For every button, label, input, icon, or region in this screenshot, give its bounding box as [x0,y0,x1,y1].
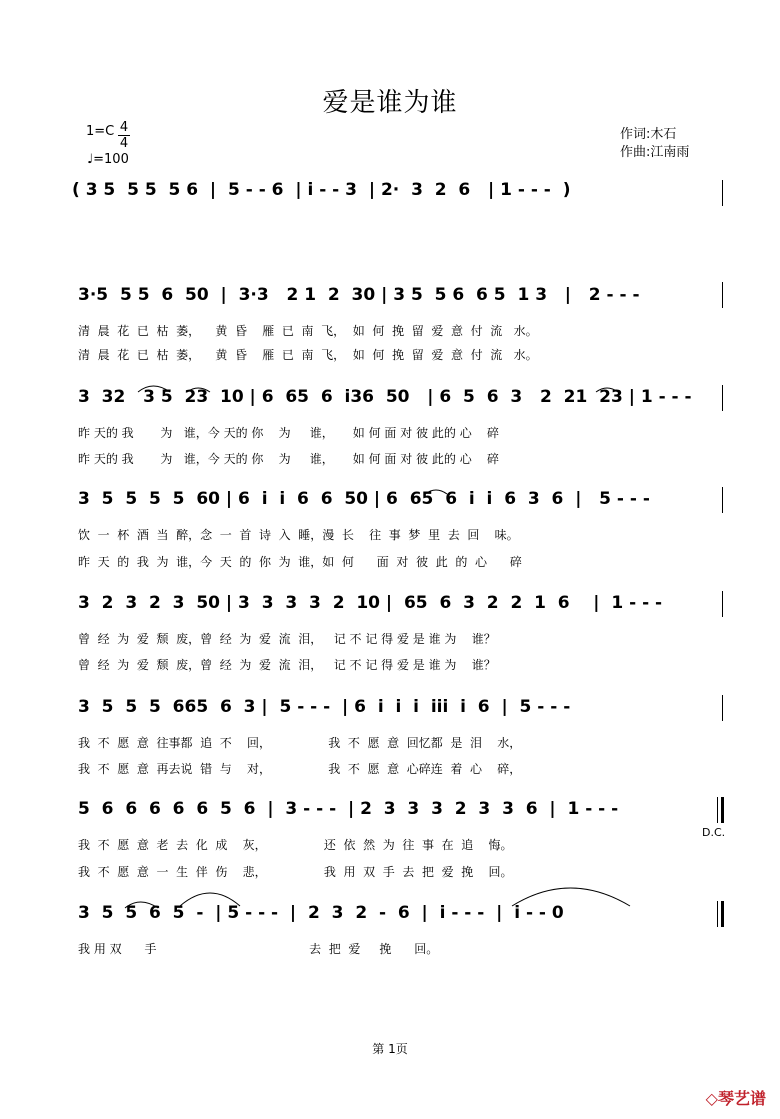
system-7-lyrics-1: 我 用 双 手 去 把 爱 挽 回。 [78,942,439,956]
page-footer: 第 1页 [372,1042,408,1056]
system-3-lyrics-2: 昨 天 的 我 为 谁，今 天 的 你 为 谁，如 何 面 对 彼 此 的 心 碎 [78,555,522,569]
time-signature-top: 4 [119,120,129,135]
intro-notes: ( 3 5 5 5 5 6 | 5 - - 6 | i - - 3 | 2· 3 2 6 | 1 - - - ) [72,180,571,200]
lyricist: 作词:木石 [620,127,677,142]
system-6-lyrics-2: 我 不 愿 意 一 生 伴 伤 悲， 我 用 双 手 去 把 爱 挽 回。 [78,865,513,879]
system-4-notes: 3 2 3 2 3 50 | 3 3 3 3 2 10 | 65 6 3 2 2 1 6 | 1 - - - [78,593,663,613]
system-6-lyrics-1: 我 不 愿 意 老 去 化 成 灰， 还 依 然 为 往 事 在 追 悔。 [78,838,513,852]
tempo-value: =100 [93,152,129,167]
system-2-lyrics-1: 昨 天的 我 为 谁，今 天的 你 为 谁， 如 何 面 对 彼 此的 心 碎 [78,426,499,440]
system-2-lyrics-2: 昨 天的 我 为 谁，今 天的 你 为 谁， 如 何 面 对 彼 此的 心 碎 [78,452,499,466]
logo-icon: ◇ [705,1089,718,1108]
system-4-lyrics-2: 曾 经 为 爱 颓 废，曾 经 为 爱 流 泪， 记 不 记 得 爱 是 谁 为 谁？ [78,658,496,672]
composer: 作曲:江南雨 [620,145,690,160]
song-title: 爱是谁为谁 [322,88,458,118]
system-2-notes: 3 32 3 5 23 10 | 6 65 6 i36 50 | 6 5 6 3 2 21 23 | 1 - - - [78,387,692,407]
dc-mark: D.C. [702,826,726,839]
system-7-notes: 3 5 5 6 5 - | 5 - - - | 2 3 2 - 6 | i - - - | i - - 0 [78,903,564,923]
system-1-lyrics-1: 清 晨 花 已 枯 萎， 黄 昏 雁 已 南 飞， 如 何 挽 留 爱 意 付 流 水。 [78,324,538,338]
system-6-notes: 5 6 6 6 6 6 5 6 | 3 - - - | 2 3 3 3 2 3 3 6 | 1 - - - [78,799,619,819]
system-5-lyrics-1: 我 不 愿 意 往事都 追 不 回， 我 不 愿 意 回忆都 是 泪 水， [78,736,522,750]
system-5-notes: 3 5 5 5 665 6 3 | 5 - - - | 6 i i i iii i 6 | 5 - - - [78,697,571,717]
system-3-lyrics-1: 饮 一 杯 酒 当 醉，念 一 首 诗 入 睡，漫 长 往 事 梦 里 去 回 味。 [78,528,519,542]
system-4-lyrics-1: 曾 经 为 爱 颓 废，曾 经 为 爱 流 泪， 记 不 记 得 爱 是 谁 为 谁？ [78,632,496,646]
time-signature-bottom: 4 [119,136,129,151]
system-1-lyrics-2: 清 晨 花 已 枯 萎， 黄 昏 雁 已 南 飞， 如 何 挽 留 爱 意 付 流 水。 [78,348,538,362]
quarter-note-icon: ♩ [87,152,94,167]
system-1-notes: 3·5 5 5 6 50 | 3·3 2 1 2 30 | 3 5 5 6 6 5 1 3 | 2 - - - [78,285,640,305]
system-3-notes: 3 5 5 5 5 60 | 6 i i 6 6 50 | 6 65 6 i i 6 3 6 | 5 - - - [78,489,650,509]
watermark-text: 琴艺谱 [717,1089,766,1108]
system-5-lyrics-2: 我 不 愿 意 再去说 错 与 对， 我 不 愿 意 心碎连 着 心 碎， [78,762,522,776]
watermark-logo [706,1086,766,1109]
key-signature: 1=C [86,124,115,139]
